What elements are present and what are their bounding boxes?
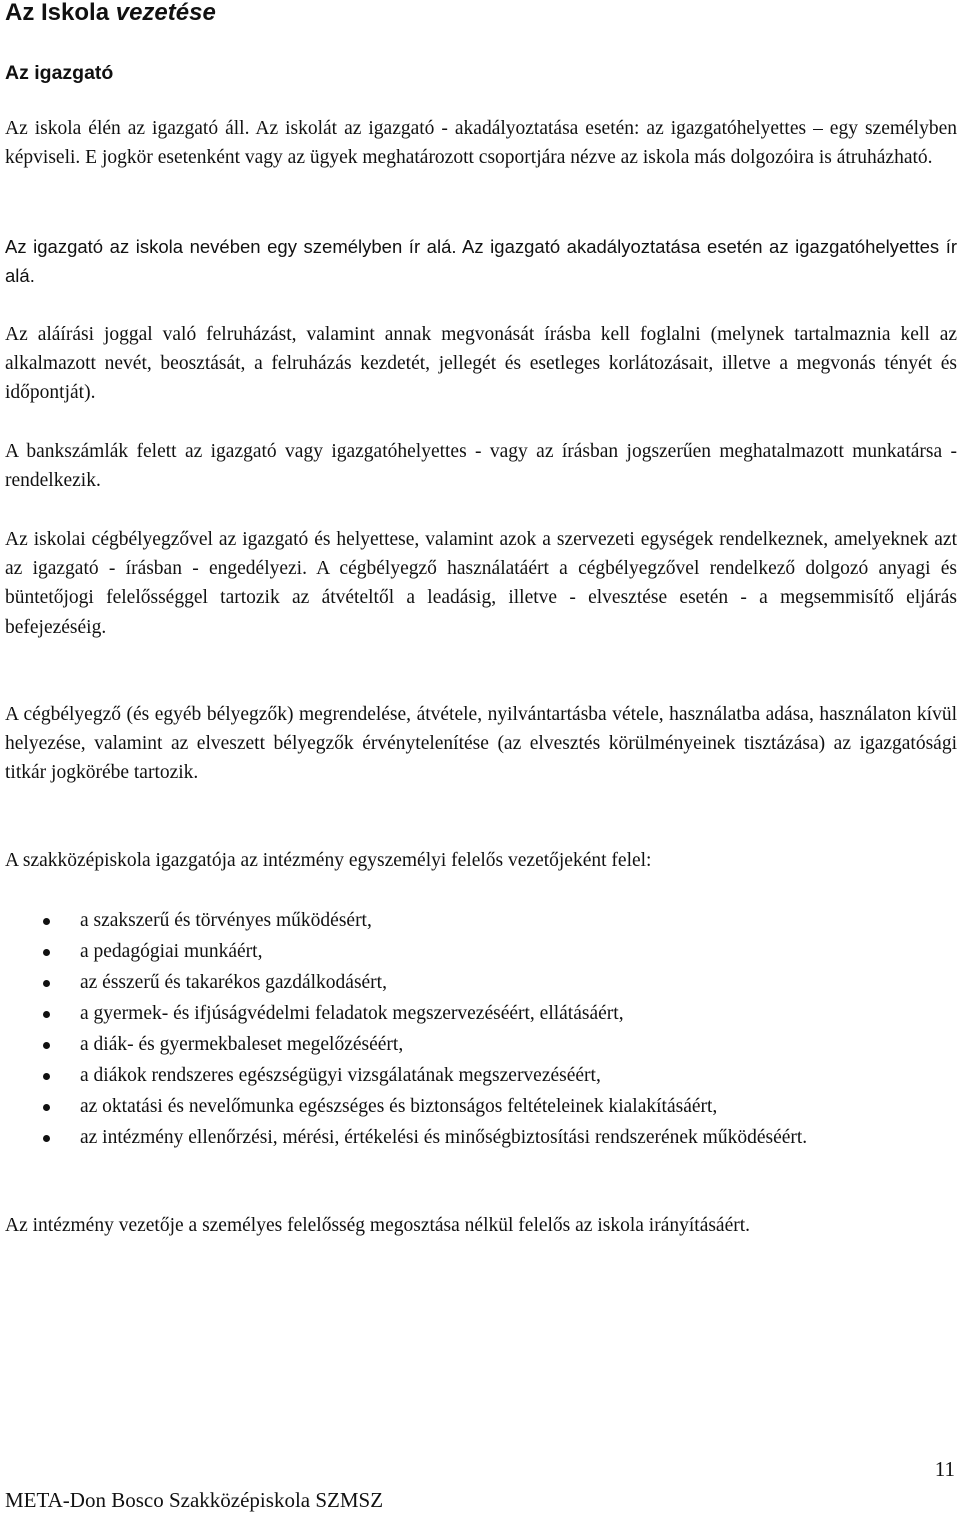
list-item-text: a diákok rendszeres egészségügyi vizsgálatának megszervezéséért,	[80, 1065, 601, 1086]
list-item-text: a diák- és gyermekbaleset megelőzéséért,	[80, 1034, 404, 1055]
list-item	[5, 968, 957, 997]
bullet-icon	[43, 1104, 50, 1111]
list-item	[5, 937, 957, 966]
footer-document-name: META-Don Bosco Szakközépiskola SZMSZ	[5, 1488, 384, 1512]
paragraph-signing-authority: Az aláírási joggal való felruházást, valamint annak megvonását írásba kell foglalni (melynek tartalmaznia kell az alkalmazott nevét, beosztását, a felruházás kezdetét, jellegét és esetleges korlátozásait, illetve a megvonás tényét és időpontját).	[5, 324, 957, 404]
list-item	[5, 1092, 957, 1121]
paragraph-company-stamp: Az iskolai cégbélyegzővel az igazgató és helyettese, valamint azok a szervezeti egységek rendelkeznek, amelyeknek azt az igazgató - írásban - engedélyezi. A cégbélyegző használatáért a cégbélyegzővel rendelkező dolgozó anyagi és büntetőjogi felelősséggel tartozik az átvételtől a leadásig, illetve - elvesztése esetén - a megsemmisítő eljárás befejezéséig.	[5, 529, 957, 638]
paragraph-leadership: Az intézmény vezetője a személyes felelősség megosztása nélkül felelős az iskola irányításáért.	[5, 1215, 751, 1236]
document-page	[5, 0, 957, 1515]
list-item-text: a gyermek- és ifjúságvédelmi feladatok megszervezéséért, ellátásáért,	[80, 1003, 624, 1024]
section-title-italic: vezetése	[115, 0, 216, 26]
responsibility-list	[5, 906, 957, 1154]
paragraph-signature: Az igazgató az iskola nevében egy személyben ír alá. Az igazgató akadályoztatása esetén az igazgatóhelyettes ír alá.	[5, 236, 957, 287]
section-title	[5, 0, 216, 28]
section-title-plain: Az Iskola	[5, 0, 116, 26]
bullet-icon	[43, 949, 50, 956]
bullet-icon	[43, 1073, 50, 1080]
paragraph-representation: Az iskola élén az igazgató áll. Az iskolát az igazgató - akadályoztatása esetén: az igazgatóhelyettes – egy személyben képviseli. E jogkör esetenként vagy az ügyek meghatározott csoportjára nézve az iskola más dolgozóira is átruházható.	[5, 118, 957, 169]
list-item-text: az ésszerű és takarékos gazdálkodásért,	[80, 972, 387, 993]
list-item-text: a szakszerű és törvényes működésért,	[80, 910, 372, 931]
bullet-icon	[43, 1011, 50, 1018]
list-item	[5, 999, 957, 1028]
paragraph-stamp-administration: A cégbélyegző (és egyéb bélyegzők) megrendelése, átvétele, nyilvántartásba vétele, használatba adása, használaton kívül helyezése, valamint az elveszett bélyegzők érvénytelenítése (az elvesztés körülményeinek tisztázása) az igazgatósági titkár jogkörébe tartozik.	[5, 704, 957, 784]
list-item-text: a pedagógiai munkáért,	[80, 941, 263, 962]
subsection-title: Az igazgató	[5, 62, 114, 84]
page-number: 11	[934, 1457, 955, 1481]
list-item	[5, 1123, 957, 1152]
bullet-icon	[43, 918, 50, 925]
paragraph-bank-accounts: A bankszámlák felett az igazgató vagy igazgatóhelyettes - vagy az írásban jogszerűen meghatalmazott munkatársa - rendelkezik.	[5, 441, 957, 492]
bullet-icon	[43, 1135, 50, 1142]
list-item-text: az intézmény ellenőrzési, mérési, értékelési és minőségbiztosítási rendszerének működéséért.	[80, 1127, 808, 1148]
list-item	[5, 906, 957, 935]
bullet-icon	[43, 980, 50, 987]
bullet-icon	[43, 1042, 50, 1049]
list-item	[5, 1030, 957, 1059]
list-item	[5, 1061, 957, 1090]
list-item-text: az oktatási és nevelőmunka egészséges és biztonságos feltételeinek kialakításáért,	[80, 1096, 718, 1117]
paragraph-principal-responsibility: A szakközépiskola igazgatója az intézmény egyszemélyi felelős vezetőjeként felel:	[5, 850, 652, 871]
